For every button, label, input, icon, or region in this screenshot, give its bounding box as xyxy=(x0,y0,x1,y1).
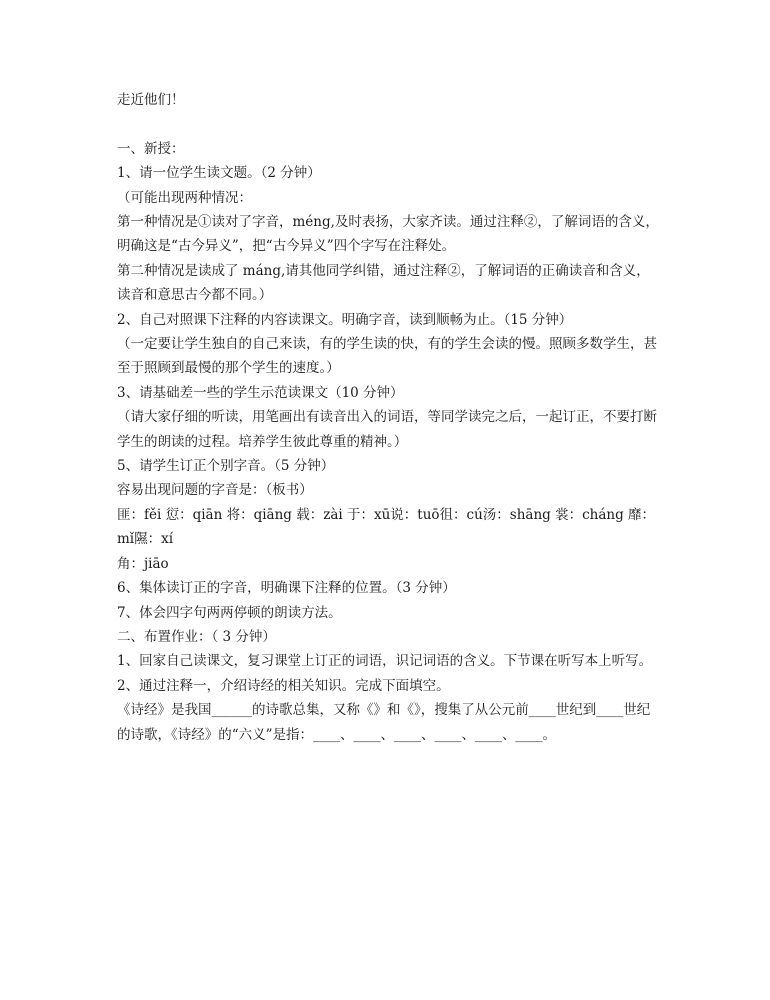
pronunciation-intro: 容易出现问题的字音是：（板书） xyxy=(117,482,313,499)
blank-line xyxy=(117,112,662,136)
step-2: 2、自己对照课下注释的内容读课文。明确字音，读到顺畅为止。（15 分钟） xyxy=(117,311,573,328)
intro-line: 走近他们！ xyxy=(117,92,185,108)
document-body xyxy=(117,88,662,747)
step-7: 7、体会四字句两两停顿的朗读方法。 xyxy=(117,604,342,621)
section-heading-homework: 二、布置作业：（ 3 分钟） xyxy=(117,628,276,645)
step-3-note: （请大家仔细的听读，用笔画出有读音出入的词语，等同学读完之后，一起订正，不要打断学生的朗读的过程。培养学生彼此尊重的精神。） xyxy=(117,409,657,450)
step-2-note: （一定要让学生独自的自己来读，有的学生读的快，有的学生会读的慢。照顾多数学生，甚至于照顾到最慢的那个学生的速度。） xyxy=(117,336,657,377)
homework-2: 2、通过注释一，介绍诗经的相关知识。完成下面填空。 xyxy=(117,677,450,694)
pronunciation-jiao: 角：jiāo xyxy=(117,555,169,572)
homework-1: 1、回家自己读课文，复习课堂上订正的词语，识记词语的含义。下节课在听写本上听写。 xyxy=(117,653,653,670)
step-5: 5、请学生订正个别字音。（5 分钟） xyxy=(117,458,335,475)
pronunciation-list: 匪：fěi 愆：qiān 将：qiāng 载：zài 于：xū说：tuō徂：cú汤：shāng 裳：cháng 靡：mǐ隰：xí xyxy=(117,506,656,548)
step-6: 6、集体读订正的字音，明确课下注释的位置。（3 分钟） xyxy=(117,580,456,597)
note-two-cases: （可能出现两种情况： xyxy=(117,189,252,206)
case-two-paragraph: 第二种情况是读成了 máng,请其他同学纠错，通过注释②，了解词语的正确读音和含义，读音和意思古今都不同。） xyxy=(117,262,650,304)
section-heading-new-lesson: 一、新授： xyxy=(117,140,185,157)
case-one-paragraph: 第一种情况是①读对了字音，méng,及时表扬，大家齐读。通过注释②，了解词语的含义，明确这是“古今异义”，把“古今异义”四个字写在注释处。 xyxy=(117,214,659,255)
fill-in-blank-paragraph: 《诗经》是我国______的诗歌总集，又称《》和《》，搜集了从公元前____世纪到____世纪的诗歌，《诗经》的“六义”是指：____、____、____、____、____、____。 xyxy=(117,702,651,743)
step-3: 3、请基础差一些的学生示范读课文（10 分钟） xyxy=(117,384,404,401)
step-1: 1、请一位学生读文题。（2 分钟） xyxy=(117,165,321,182)
